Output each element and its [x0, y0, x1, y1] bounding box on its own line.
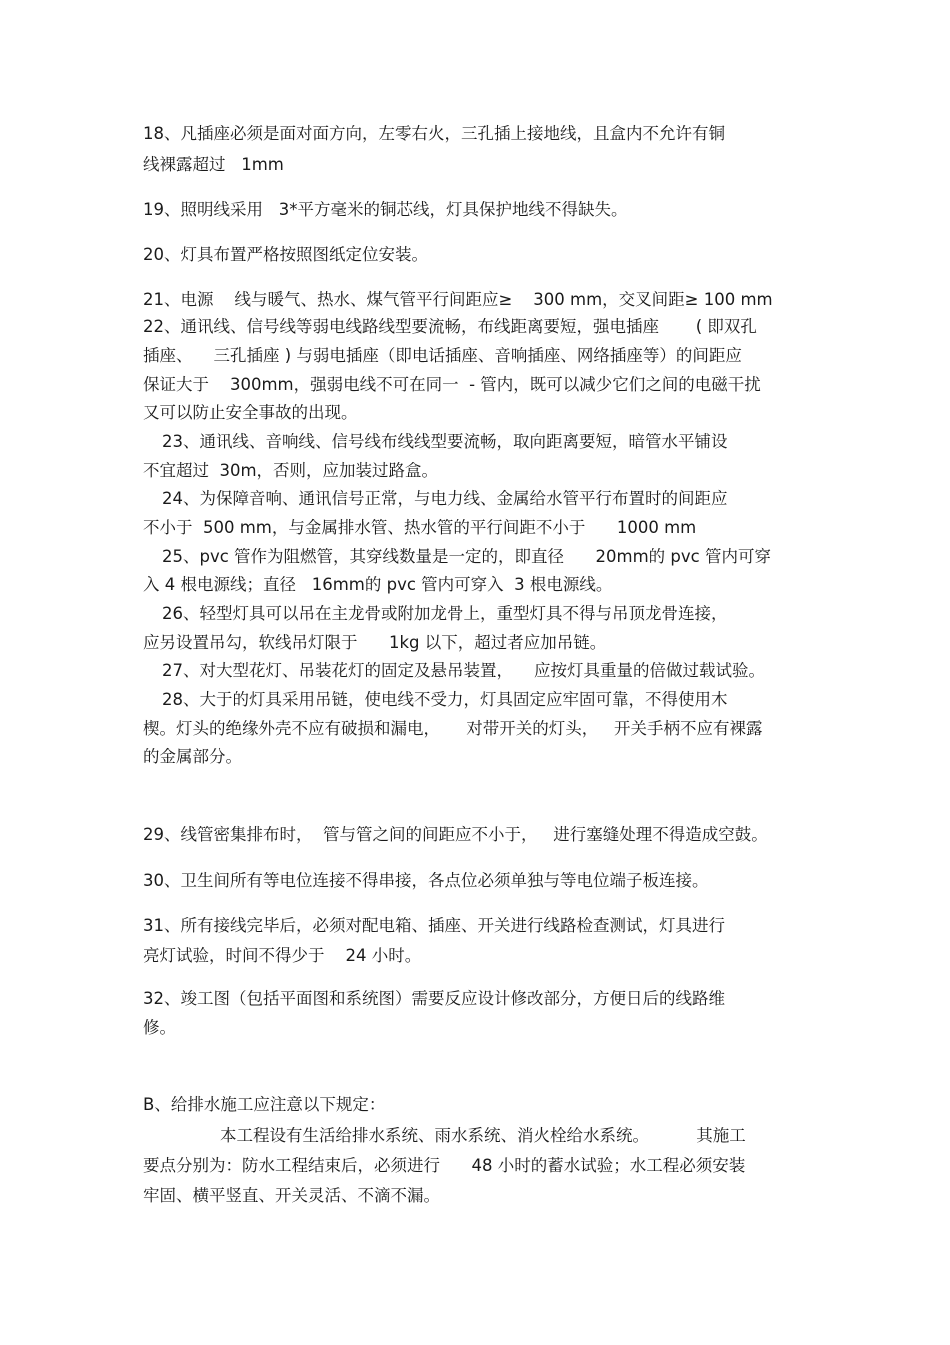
text-line: 21、电源 线与暖气、热水、煤气管平行间距应≥ 300 mm，交叉间距≥ 100 mm: [143, 290, 773, 309]
text-line: 又可以防止安全事故的出现。: [143, 403, 358, 422]
text-line: 30、卫生间所有等电位连接不得串接，各点位必须单独与等电位端子板连接。: [143, 871, 709, 890]
text-line: 应另设置吊勾，软线吊灯限于 1kg 以下，超过者应加吊链。: [143, 633, 607, 652]
text-line: 亮灯试验，时间不得少于 24 小时。: [143, 946, 422, 965]
text-line: 32、竣工图（包括平面图和系统图）需要反应设计修改部分，方便日后的线路维: [143, 989, 725, 1008]
text-line: 牢固、横平竖直、开关灵活、不滴不漏。: [143, 1186, 440, 1205]
text-line: 23、通讯线、音响线、信号线布线线型要流畅，取向距离要短，暗管水平铺设: [162, 432, 728, 451]
text-line: 入 4 根电源线；直径 16mm的 pvc 管内可穿入 3 根电源线。: [143, 575, 613, 594]
text-line: 31、所有接线完毕后，必须对配电箱、插座、开关进行线路检查测试，灯具进行: [143, 916, 725, 935]
text-line: 楔。灯头的绝缘外壳不应有破损和漏电， 对带开关的灯头， 开关手柄不应有裸露: [143, 719, 763, 738]
text-line: 20、灯具布置严格按照图纸定位安装。: [143, 245, 428, 264]
text-line: 28、大于的灯具采用吊链，使电线不受力，灯具固定应牢固可靠，不得使用木: [162, 690, 728, 709]
text-line: 24、为保障音响、通讯信号正常，与电力线、金属给水管平行布置时的间距应: [162, 489, 728, 508]
text-line: 22、通讯线、信号线等弱电线路线型要流畅，布线距离要短，强电插座 ( 即双孔: [143, 317, 757, 336]
text-line: 本工程设有生活给排水系统、雨水系统、消火栓给水系统。 其施工: [220, 1126, 746, 1145]
text-line: 线裸露超过 1mm: [143, 155, 284, 174]
text-line: 不小于 500 mm，与金属排水管、热水管的平行间距不小于 1000 mm: [143, 518, 697, 537]
text-line: 19、照明线采用 3*平方毫米的铜芯线，灯具保护地线不得缺失。: [143, 200, 628, 219]
text-line: 18、凡插座必须是面对面方向，左零右火，三孔插上接地线，且盒内不允许有铜: [143, 124, 725, 143]
text-line: 插座、 三孔插座 ) 与弱电插座（即电话插座、音响插座、网络插座等）的间距应: [143, 346, 742, 365]
text-line: 不宜超过 30m，否则，应加装过路盒。: [143, 461, 439, 480]
text-line: 修。: [143, 1018, 176, 1037]
text-line: 保证大于 300mm，强弱电线不可在同一 - 管内，既可以减少它们之间的电磁干扰: [143, 375, 761, 394]
text-line: 25、pvc 管作为阻燃管，其穿线数量是一定的，即直径 20mm的 pvc 管内可穿: [162, 547, 771, 566]
text-line: 要点分别为：防水工程结束后，必须进行 48 小时的蓄水试验；水工程必须安装: [143, 1156, 746, 1175]
text-line: 的金属部分。: [143, 747, 242, 766]
text-line: 26、轻型灯具可以吊在主龙骨或附加龙骨上，重型灯具不得与吊顶龙骨连接，: [162, 604, 728, 623]
text-line: 27、对大型花灯、吊装花灯的固定及悬吊装置， 应按灯具重量的倍做过载试验。: [162, 661, 765, 680]
section-heading: B、给排水施工应注意以下规定：: [143, 1095, 386, 1114]
text-line: 29、线管密集排布时， 管与管之间的间距应不小于， 进行塞缝处理不得造成空鼓。: [143, 825, 768, 844]
